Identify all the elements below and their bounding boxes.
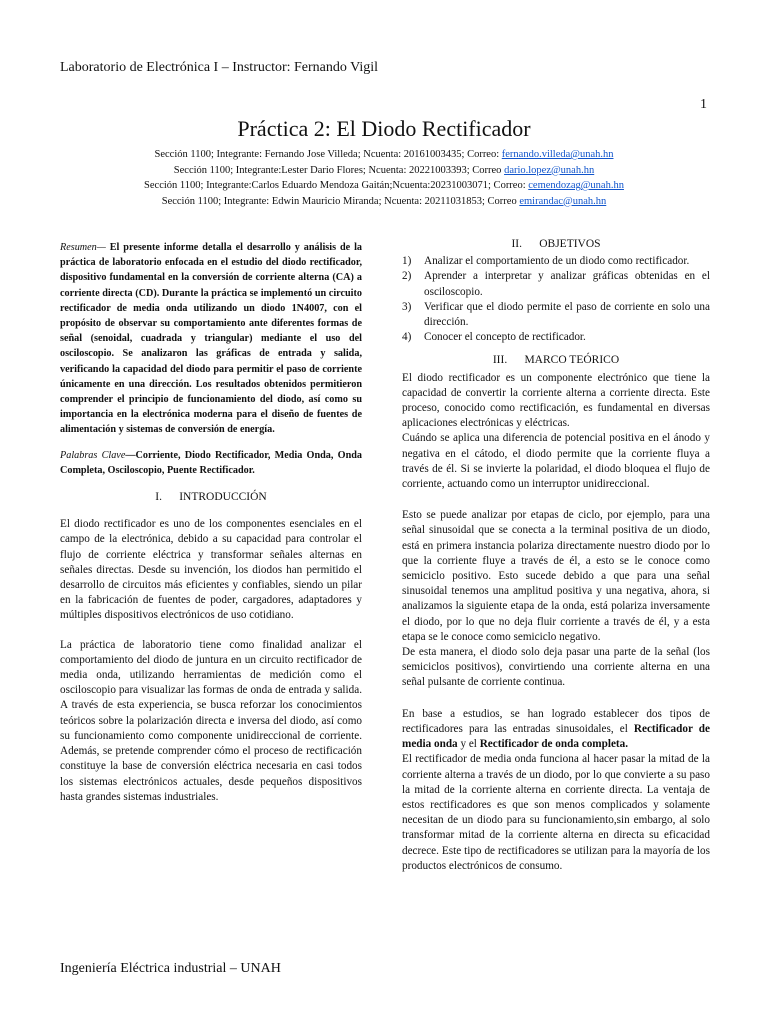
running-footer: Ingeniería Eléctrica industrial – UNAH: [60, 961, 281, 976]
abstract-text: El presente informe detalla el desarrollo y análisis de la práctica de laboratorio enfocada en el estudio del diodo rectificador, dispositivo fundamental en la conversión de corriente alterna (CA) a corriente directa (CD). Durante la práctica se implementó un circuito rectificador de media onda utilizando un diodo 1N4007, con el propósito de observar su comportamiento ante diferentes formas de señal (senoidal, cuadrada y triangular) mediante el uso del osciloscopio. Se analizaron las gráficas de entrada y salida, verificando la capacidad del diodo para permitir el paso de corriente únicamente en una dirección. Los resultados obtenidos permitieron comprender el principio de funcionamiento del diodo, así como su importancia en la electrónica moderna para el diseño de fuentes de alimentación y sistemas de conversión de energía.: [60, 242, 362, 436]
author-info: Sección 1100; Integrante:Carlos Eduardo Mendoza Gaitán;Ncuenta:20231003071; Correo:: [144, 180, 529, 191]
objective-text: Verificar que el diodo permite el paso de corriente en solo una dirección.: [424, 300, 710, 329]
right-column: [402, 237, 710, 874]
marco-paragraph-1: El diodo rectificador es un componente electrónico que tiene la capacidad de convertir la corriente alterna a corriente directa. Este proceso, conocido como rectificación, es fundamental en diversas aplicaciones electrónicas y eléctricas.: [402, 371, 710, 430]
intro-heading: I. INTRODUCCIÓN: [155, 491, 267, 504]
marco-heading: III. MARCO TEÓRICO: [492, 354, 620, 367]
abstract: [60, 240, 362, 438]
running-header: Laboratorio de Electrónica I – Instructor: Fernando Vigil: [60, 60, 379, 75]
objective-item: [402, 300, 710, 330]
intro-paragraph-2: La práctica de laboratorio tiene como finalidad analizar el comportamiento del diodo de juntura en un circuito rectificador de media onda, utilizando herramientas de medición como el osciloscopio para visualizar las formas de onda de entrada y salida. A través de esta experiencia, se busca reforzar los conocimientos teóricos sobre la polarización directa e inversa del diodo, así como su funcionamiento como componente unidireccional de corriente. Además, se pretende comprender cómo el proceso de rectificación constituye la base de conversión eléctrica necesaria en casi todos los sistemas electrónicos actuales, desde pequeños dispositivos hasta grandes sistemas industriales.: [60, 638, 362, 803]
objective-number: 1): [402, 255, 412, 268]
keywords-text: —Corriente, Diodo Rectificador, Media Onda, Onda Completa, Osciloscopio, Puente Rectificador.: [60, 449, 363, 476]
keywords-label: Palabras Clave: [60, 449, 126, 461]
left-column: [60, 240, 362, 805]
author-email-link[interactable]: cemendozag@unah.hn: [528, 180, 624, 191]
intro-paragraph-1: El diodo rectificador es uno de los componentes esenciales en el campo de la electrónica, debido a su capacidad para controlar el flujo de corriente eléctrica y transformar señales alternas en señales directas. Desde su invención, los diodos han permitido el desarrollo de circuitos más eficientes y confiables, siendo un pilar en la fabricación de fuentes de poder, cargadores, adaptadores y múltiples dispositivos electrónicos de uso cotidiano.: [60, 518, 362, 622]
page-number: 1: [700, 97, 707, 112]
objective-text: Aprender a interpretar y analizar gráficas obtenidas en el osciloscopio.: [424, 270, 710, 298]
objective-number: 2): [402, 270, 412, 283]
objective-text: Conocer el concepto de rectificador.: [424, 331, 586, 344]
author-info: Sección 1100; Integrante: Edwin Mauricio Miranda; Ncuenta: 20211031853; Correo: [161, 195, 520, 207]
objectives-list: [402, 254, 710, 345]
keywords: [60, 448, 362, 478]
objective-number: 4): [402, 331, 412, 344]
author-line: [0, 163, 768, 179]
objective-text: Analizar el comportamiento de un diodo como rectificador.: [424, 255, 690, 268]
abstract-label: Resumen—: [60, 242, 106, 253]
marco-paragraph-6: El rectificador de media onda funciona al hacer pasar la mitad de la corriente alterna a través de un diodo, por lo que convierte a su paso la mitad de la corriente alterna en corriente directa. La ventaja de estos rectificadores es que son menos complicados y solamente necesitan de un diodo para su funcionamiento,sin embargo, al solo transformar mitad de la corriente alterna en directa su eficacidad decrece. Este tipo de rectificadores se utilizan para la mayoría de los productos electrónicos de consumo.: [402, 753, 710, 872]
marco-paragraph-3: Esto se puede analizar por etapas de ciclo, por ejemplo, para una señal sinusoidal que se conecta a la terminal positiva de un diodo, está en primera instancia polariza directamente nuestro diodo por lo que la corriente fluye a través de él, a esto se le conoce como semiciclo positivo. Esto sucede debido a que para una señal sinusoidal tenemos una amplitud positiva y una negativa, ahora, si analizamos la siguiente etapa de la onda, está polariza inversamente el diodo, por lo que no deja fluir corriente a través de él, y a esta etapa se le conoce como semiciclo negativo.: [402, 509, 710, 643]
half-wave-term: Rectificador de media onda: [402, 722, 710, 751]
marco-text: En base a estudios, se han logrado establecer dos tipos de rectificadores para las entradas sinusoidales, el: [402, 707, 710, 735]
author-list: [0, 147, 768, 209]
objective-item: [402, 269, 710, 299]
marco-text: y el: [457, 738, 480, 751]
author-line: [0, 147, 768, 163]
marco-paragraph-2: Cuándo se aplica una diferencia de potencial positiva en el ánodo y negativa en el cátodo, el diodo permite que la corriente fluya a través de él. Si se invierte la polaridad, el diodo bloquea el flujo de corriente, actuando como un interruptor unidireccional.: [402, 432, 710, 491]
author-line: [0, 178, 768, 194]
author-email-link[interactable]: emirandac@unah.hn: [519, 195, 607, 207]
objective-item: [402, 330, 710, 345]
objectives-heading: II. OBJETIVOS: [511, 238, 601, 250]
full-wave-term: Rectificador de onda completa.: [479, 738, 629, 751]
objective-number: 3): [402, 300, 412, 313]
marco-paragraph-5: [402, 707, 710, 753]
marco-paragraph-4: De esta manera, el diodo solo deja pasar una parte de la señal (los semiciclos positivos), convirtiendo una corriente alterna en una señal pulsante de corriente continua.: [402, 646, 710, 689]
author-email-link[interactable]: dario.lopez@unah.hn: [504, 164, 595, 176]
author-email-link[interactable]: fernando.villeda@unah.hn: [501, 149, 614, 160]
paper-title: Práctica 2: El Diodo Rectificador: [237, 116, 531, 141]
objective-item: [402, 254, 710, 269]
author-line: [0, 194, 768, 210]
author-info: Sección 1100; Integrante:Lester Dario Flores; Ncuenta: 20221003393; Correo: [173, 164, 505, 176]
author-info: Sección 1100; Integrante: Fernando Jose Villeda; Ncuenta: 20161003435; Correo:: [154, 149, 502, 160]
